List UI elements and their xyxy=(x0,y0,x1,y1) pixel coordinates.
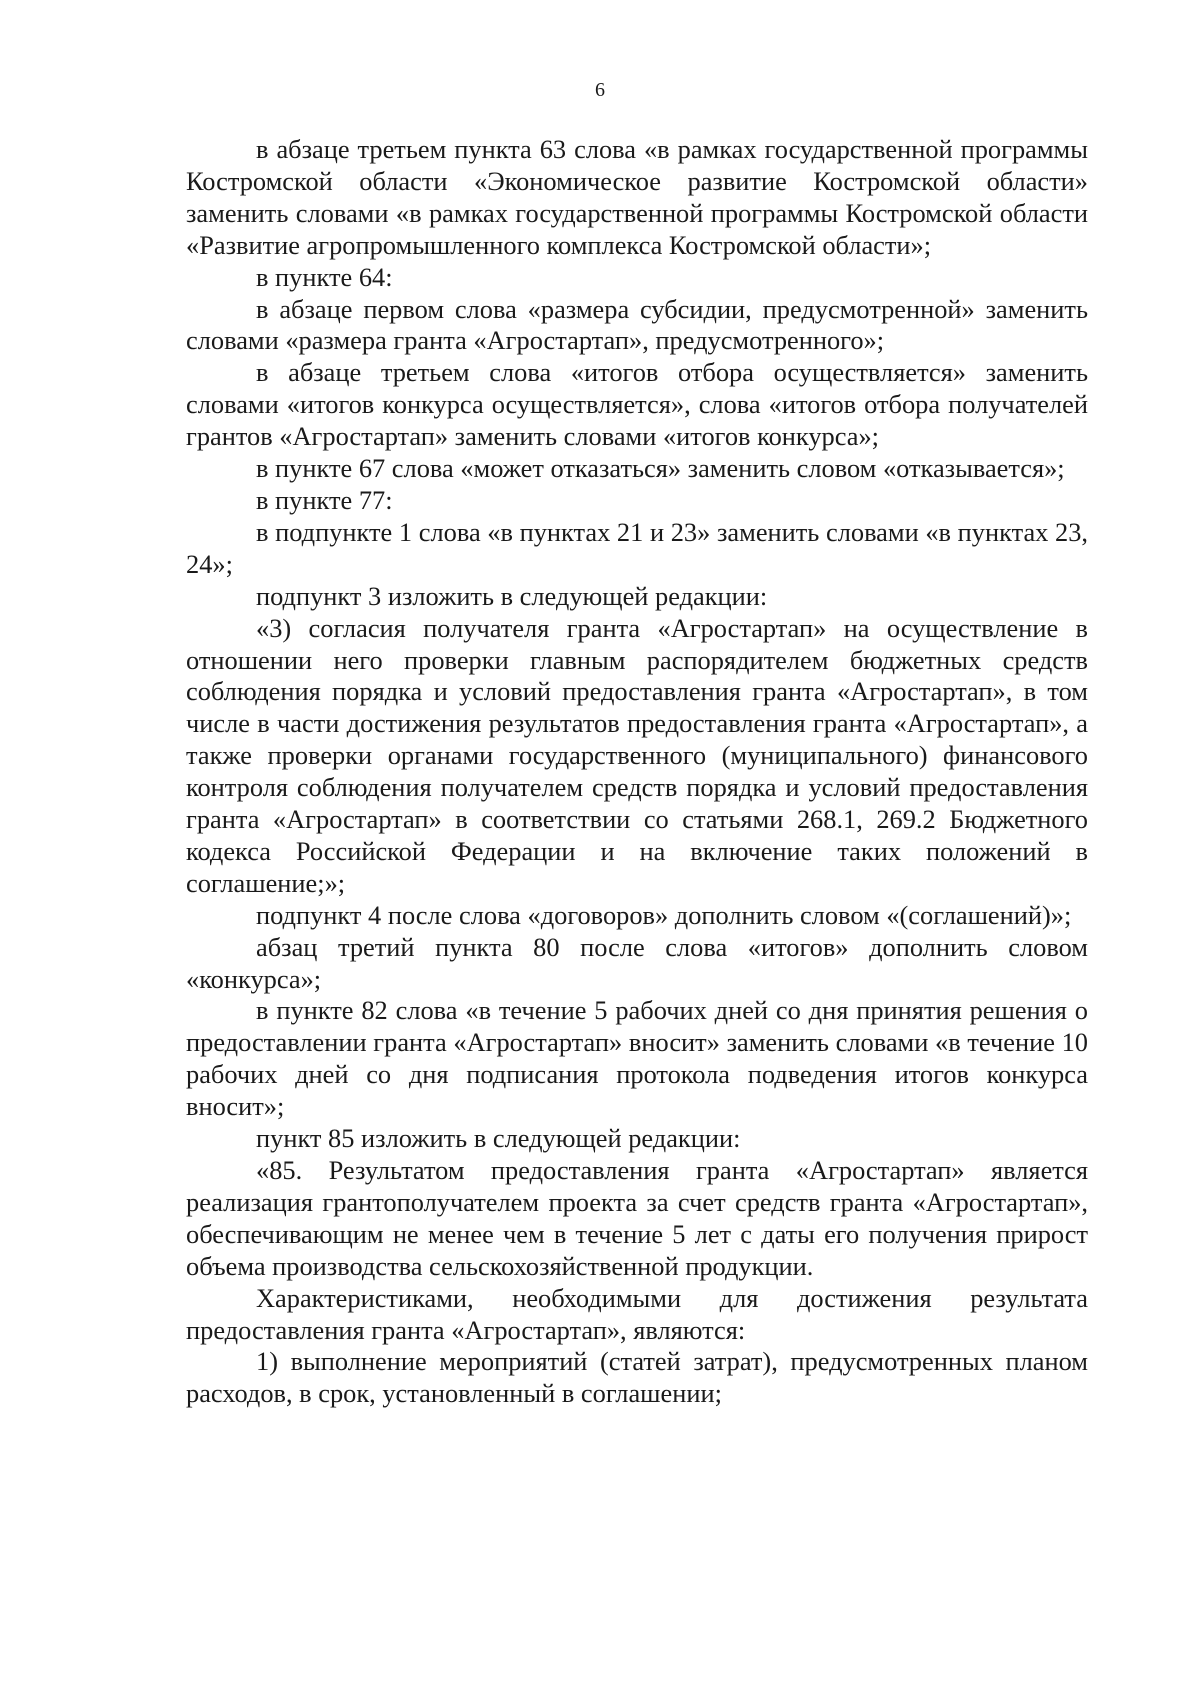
paragraph: «3) согласия получателя гранта «Агростартап» на осуществление в отношении него проверки главным распорядителем бюджетных средств соблюдения порядка и условий предоставления гранта «Агростартап», в том числе в части достижения результатов предоставления гранта «Агростартап», а также проверки органами государственного (муниципального) финансового контроля соблюдения получателем средств порядка и условий предоставления гранта «Агростартап» в соответствии со статьями 268.1, 269.2 Бюджетного кодекса Российской Федерации и на включение таких положений в соглашение;»; xyxy=(186,612,1088,898)
paragraph: в подпункте 1 слова «в пунктах 21 и 23» заменить словами «в пунктах 23, 24»; xyxy=(186,516,1088,579)
paragraph: в пункте 82 слова «в течение 5 рабочих дней со дня принятия решения о предоставлении гранта «Агростартап» вносит» заменить словами «в течение 10 рабочих дней со дня подписания протокола подведения итогов конкурса вносит»; xyxy=(186,995,1088,1122)
paragraph: Характеристиками, необходимыми для достижения результата предоставления гранта «Агростартап», являются: xyxy=(186,1282,1088,1345)
paragraph: «85. Результатом предоставления гранта «Агростартап» является реализация грантополучателем проекта за счет средств гранта «Агростартап», обеспечивающим не менее чем в течение 5 лет с даты его получения прирост объема производства сельскохозяйственной продукции. xyxy=(186,1155,1088,1281)
paragraph: подпункт 4 после слова «договоров» дополнить словом «(соглашений)»; xyxy=(256,899,1072,930)
paragraph: в абзаце третьем слова «итогов отбора осуществляется» заменить словами «итогов конкурса осуществляется», слова «итогов отбора получателей грантов «Агростартап» заменить словами «итогов конкурса»; xyxy=(186,357,1088,452)
paragraph: в абзаце первом слова «размера субсидии, предусмотренной» заменить словами «размера гранта «Агростартап», предусмотренного»; xyxy=(186,293,1088,356)
paragraph: 1) выполнение мероприятий (статей затрат), предусмотренных планом расходов, в срок, установленный в соглашении; xyxy=(186,1346,1088,1409)
paragraph: в пункте 64: xyxy=(256,261,393,292)
paragraph: пункт 85 изложить в следующей редакции: xyxy=(256,1123,741,1154)
paragraph: в пункте 67 слова «может отказаться» заменить словом «отказывается»; xyxy=(256,453,1065,484)
paragraph: подпункт 3 изложить в следующей редакции: xyxy=(256,580,768,611)
paragraph: в пункте 77: xyxy=(256,484,393,515)
paragraph: абзац третий пункта 80 после слова «итогов» дополнить словом «конкурса»; xyxy=(186,931,1088,994)
page-number: 6 xyxy=(595,79,605,101)
document-body xyxy=(186,134,1088,1410)
paragraph: в абзаце третьем пункта 63 слова «в рамках государственной программы Костромской области «Экономическое развитие Костромской области» заменить словами «в рамках государственной программы Костромской области «Развитие агропромышленного комплекса Костромской области»; xyxy=(186,134,1088,260)
